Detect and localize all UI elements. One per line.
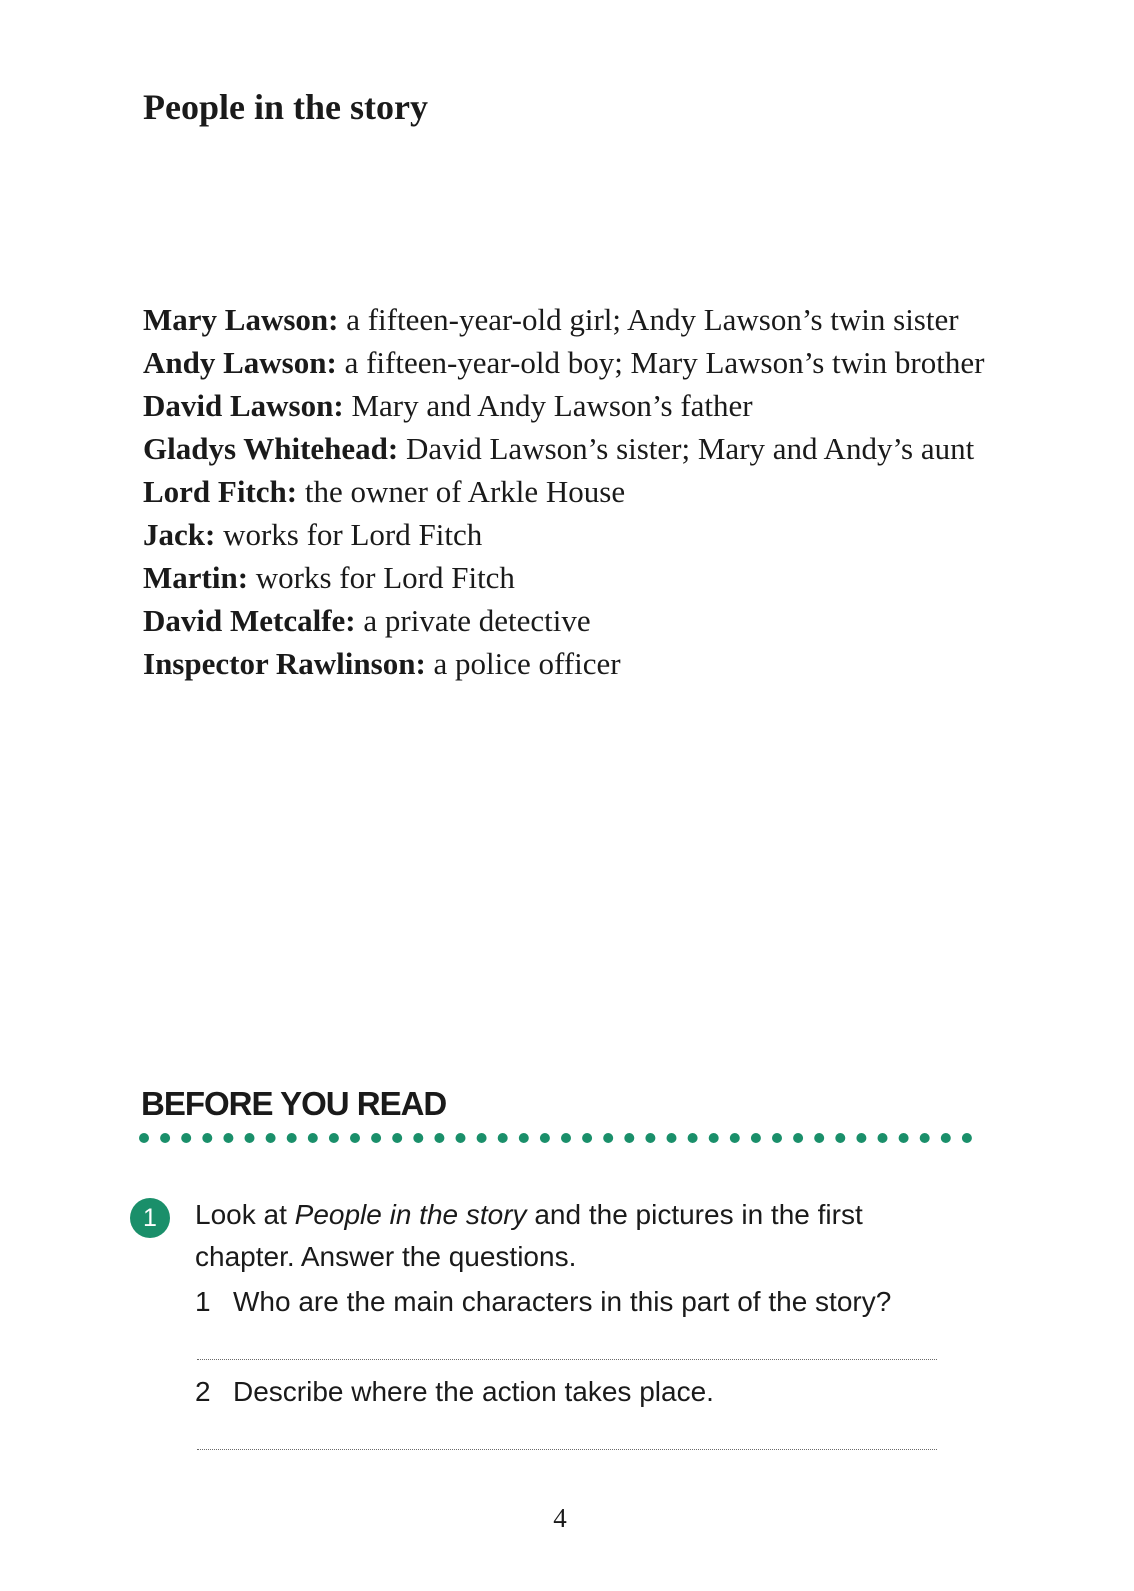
divider-dot — [266, 1133, 276, 1143]
divider-dot — [498, 1133, 508, 1143]
answer-line[interactable] — [197, 1359, 937, 1360]
character-name: Mary Lawson: — [143, 302, 339, 337]
divider-dot — [835, 1133, 845, 1143]
character-description: the owner of Arkle House — [297, 474, 626, 509]
divider-dot — [371, 1133, 381, 1143]
divider-dot — [772, 1133, 782, 1143]
divider-dot — [434, 1133, 444, 1143]
character-description: Mary and Andy Lawson’s father — [343, 388, 753, 423]
divider-dot — [160, 1133, 170, 1143]
list-item — [143, 470, 1003, 513]
divider-dot — [561, 1133, 571, 1143]
character-name: Lord Fitch: — [143, 474, 298, 509]
answer-line[interactable] — [197, 1449, 937, 1450]
dotted-divider — [138, 1132, 988, 1144]
divider-dot — [477, 1133, 487, 1143]
divider-dot — [814, 1133, 824, 1143]
list-item — [143, 556, 1003, 599]
character-description: works for Lord Fitch — [215, 517, 483, 552]
divider-dot — [667, 1133, 677, 1143]
divider-dot — [899, 1133, 909, 1143]
divider-dot — [287, 1133, 297, 1143]
character-name: Jack: — [143, 517, 216, 552]
character-name: David Lawson: — [143, 388, 344, 423]
list-item — [143, 384, 1003, 427]
divider-dot — [793, 1133, 803, 1143]
divider-dot — [413, 1133, 423, 1143]
question-text: Who are the main characters in this part of the story? — [233, 1286, 892, 1317]
divider-dot — [624, 1133, 634, 1143]
divider-dot — [350, 1133, 360, 1143]
divider-dot — [181, 1133, 191, 1143]
divider-dot — [878, 1133, 888, 1143]
character-description: David Lawson’s sister; Mary and Andy’s aunt — [398, 431, 975, 466]
people-list — [143, 298, 1003, 685]
list-item — [143, 298, 1003, 341]
divider-dot — [751, 1133, 761, 1143]
character-description: a fifteen-year-old girl; Andy Lawson’s twin sister — [338, 302, 959, 337]
question-number: 2 — [195, 1376, 211, 1407]
divider-dot — [688, 1133, 698, 1143]
instruction-text: and the pictures in the first chapter. Answer the questions. — [195, 1199, 863, 1272]
character-description: works for Lord Fitch — [248, 560, 515, 595]
divider-dot — [920, 1133, 930, 1143]
section-heading: BEFORE YOU READ — [141, 1085, 447, 1122]
character-name: David Metcalfe: — [143, 603, 356, 638]
divider-dot — [308, 1133, 318, 1143]
divider-dot — [582, 1133, 592, 1143]
character-name: Gladys Whitehead: — [143, 431, 399, 466]
divider-dot — [329, 1133, 339, 1143]
instruction-italic-text: People in the story — [294, 1199, 527, 1230]
list-item — [143, 427, 1003, 470]
character-name: Andy Lawson: — [143, 345, 337, 380]
list-item — [143, 513, 1003, 556]
divider-dot — [962, 1133, 972, 1143]
divider-dot — [856, 1133, 866, 1143]
character-description: a police officer — [425, 646, 621, 681]
question — [195, 1374, 714, 1410]
question-text: Describe where the action takes place. — [233, 1376, 714, 1407]
divider-dot — [540, 1133, 550, 1143]
list-item — [143, 599, 1003, 642]
divider-dot — [603, 1133, 613, 1143]
question-number: 1 — [195, 1286, 211, 1317]
divider-dot — [245, 1133, 255, 1143]
divider-dot — [202, 1133, 212, 1143]
exercise-number-badge: 1 — [130, 1198, 170, 1238]
question — [195, 1284, 891, 1320]
character-name: Martin: — [143, 560, 249, 595]
character-description: a fifteen-year-old boy; Mary Lawson’s twin brother — [336, 345, 985, 380]
page-title: People in the story — [143, 87, 428, 127]
character-name: Inspector Rawlinson: — [143, 646, 426, 681]
divider-dot — [709, 1133, 719, 1143]
divider-dot — [519, 1133, 529, 1143]
page-number: 4 — [553, 1503, 567, 1533]
divider-dot — [941, 1133, 951, 1143]
list-item — [143, 642, 1003, 685]
divider-dot — [223, 1133, 233, 1143]
exercise-instruction — [195, 1194, 955, 1278]
instruction-text: Look at — [195, 1199, 295, 1230]
divider-dot — [139, 1133, 149, 1143]
character-description: a private detective — [355, 603, 591, 638]
divider-dot — [730, 1133, 740, 1143]
divider-dot — [392, 1133, 402, 1143]
list-item — [143, 341, 1003, 384]
divider-dot — [456, 1133, 466, 1143]
divider-dot — [645, 1133, 655, 1143]
